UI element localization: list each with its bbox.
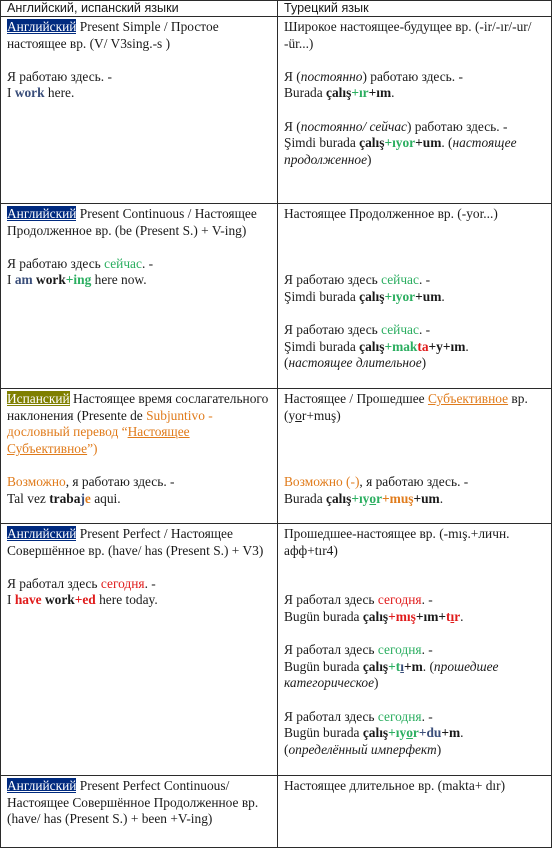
cell-turkish — [278, 524, 552, 776]
turkish-tense-title: Настоящее длительное вр. (makta+ dır) — [284, 778, 506, 793]
cell-source — [1, 524, 278, 776]
example-russian: Возможно, я работаю здесь. - — [7, 473, 175, 489]
example-russian: Я работал здесь сегодня. - — [7, 575, 156, 591]
example-russian: Я работал здесь сегодня. - — [284, 592, 433, 608]
tense-title: Английский Present Simple / Простое настоящее вр. (V/ V3sing.-s ) — [7, 19, 219, 51]
example-turkish: Burada çalış+ır+ım. — [284, 85, 395, 101]
language-tag: Английский — [7, 19, 77, 34]
table-row — [1, 17, 552, 204]
example-turkish: Şimdi burada çalış+makta+y+ım. — [284, 338, 469, 354]
example-turkish: Bugün burada çalış+mış+ım+tır. — [284, 608, 464, 624]
header-col-turkish: Турецкий язык — [278, 1, 552, 17]
tense-title: Английский Present Perfect / Настоящее Совершённое вр. (have/ has (Present S.) + V3) — [7, 526, 264, 558]
note: (определённый имперфект) — [284, 741, 442, 757]
example-russian: Я работаю здесь сейчас. - — [7, 255, 154, 271]
tense-title: Английский Present Continuous / Настоящее Продолженное вр. (be (Present S.) + V-ing) — [7, 206, 257, 238]
cell-turkish — [278, 204, 552, 389]
example-english: I work here. — [7, 85, 75, 101]
cell-turkish — [278, 17, 552, 204]
example-russian: Я (постоянно) работаю здесь. - — [284, 68, 463, 84]
example-spanish: Tal vez trabaje aqui. — [7, 490, 121, 506]
header-col-english-spanish: Английский, испанский языки — [1, 1, 278, 17]
tense-title: Испанский Настоящее время сослагательного наклонения (Presente de Subjuntivo - дословный перевод “Настоящее Субъективное”) — [7, 391, 269, 456]
turkish-tense-title: Широкое настоящее-будущее вр. (-ir/-ır/-ur/ -ür...) — [284, 19, 532, 51]
example-russian: Я (постоянно/ сейчас) работаю здесь. - — [284, 118, 508, 134]
example-english: I am work+ing here now. — [7, 272, 147, 288]
language-tag: Английский — [7, 778, 77, 793]
example-russian: Я работаю здесь сейчас. - — [284, 272, 431, 288]
cell-turkish — [278, 389, 552, 524]
table-row — [1, 776, 552, 848]
language-tag: Испанский — [7, 391, 70, 406]
tense-title: Английский Present Perfect Continuous/ Настоящее Совершённое Продолженное вр. (have/ has (Present S.) + been +V-ing) — [7, 778, 259, 827]
cell-source — [1, 204, 278, 389]
header-row — [1, 1, 552, 17]
example-turkish: Bugün burada çalış+tı+m. (прошедшее категорическое) — [284, 658, 499, 691]
cell-turkish — [278, 776, 552, 848]
example-russian: Я работаю здесь. - — [7, 68, 112, 84]
cell-source — [1, 776, 278, 848]
note: (настоящее длительное) — [284, 355, 427, 371]
table-row — [1, 524, 552, 776]
language-tag: Английский — [7, 206, 77, 221]
example-russian: Я работал здесь сегодня. - — [284, 642, 433, 658]
cell-source — [1, 17, 278, 204]
language-tag: Английский — [7, 526, 77, 541]
example-turkish: Burada çalış+ıyor+muş+um. — [284, 490, 444, 506]
example-turkish: Şimdi burada çalış+ıyor+um. (настоящее продолженное) — [284, 135, 517, 167]
turkish-tense-title: Настоящее Продолженное вр. (-yor...) — [284, 206, 498, 221]
example-russian: Я работаю здесь сейчас. - — [284, 322, 431, 338]
turkish-tense-title: Настоящее / Прошедшее Субъективное вр. (yor+muş) — [284, 391, 528, 423]
table-row — [1, 204, 552, 389]
example-turkish: Bugün burada çalış+ıyor+du+m. — [284, 725, 464, 741]
turkish-tense-title: Прошедшее-настоящее вр. (-mış.+личн. афф+tır4) — [284, 526, 510, 558]
table-row — [1, 389, 552, 524]
example-turkish: Şimdi burada çalış+ıyor+um. — [284, 288, 445, 304]
example-russian: Я работал здесь сегодня. - — [284, 708, 433, 724]
example-russian: Возможно (-), я работаю здесь. - — [284, 473, 469, 489]
example-english: I have work+ed here today. — [7, 592, 158, 608]
cell-source — [1, 389, 278, 524]
